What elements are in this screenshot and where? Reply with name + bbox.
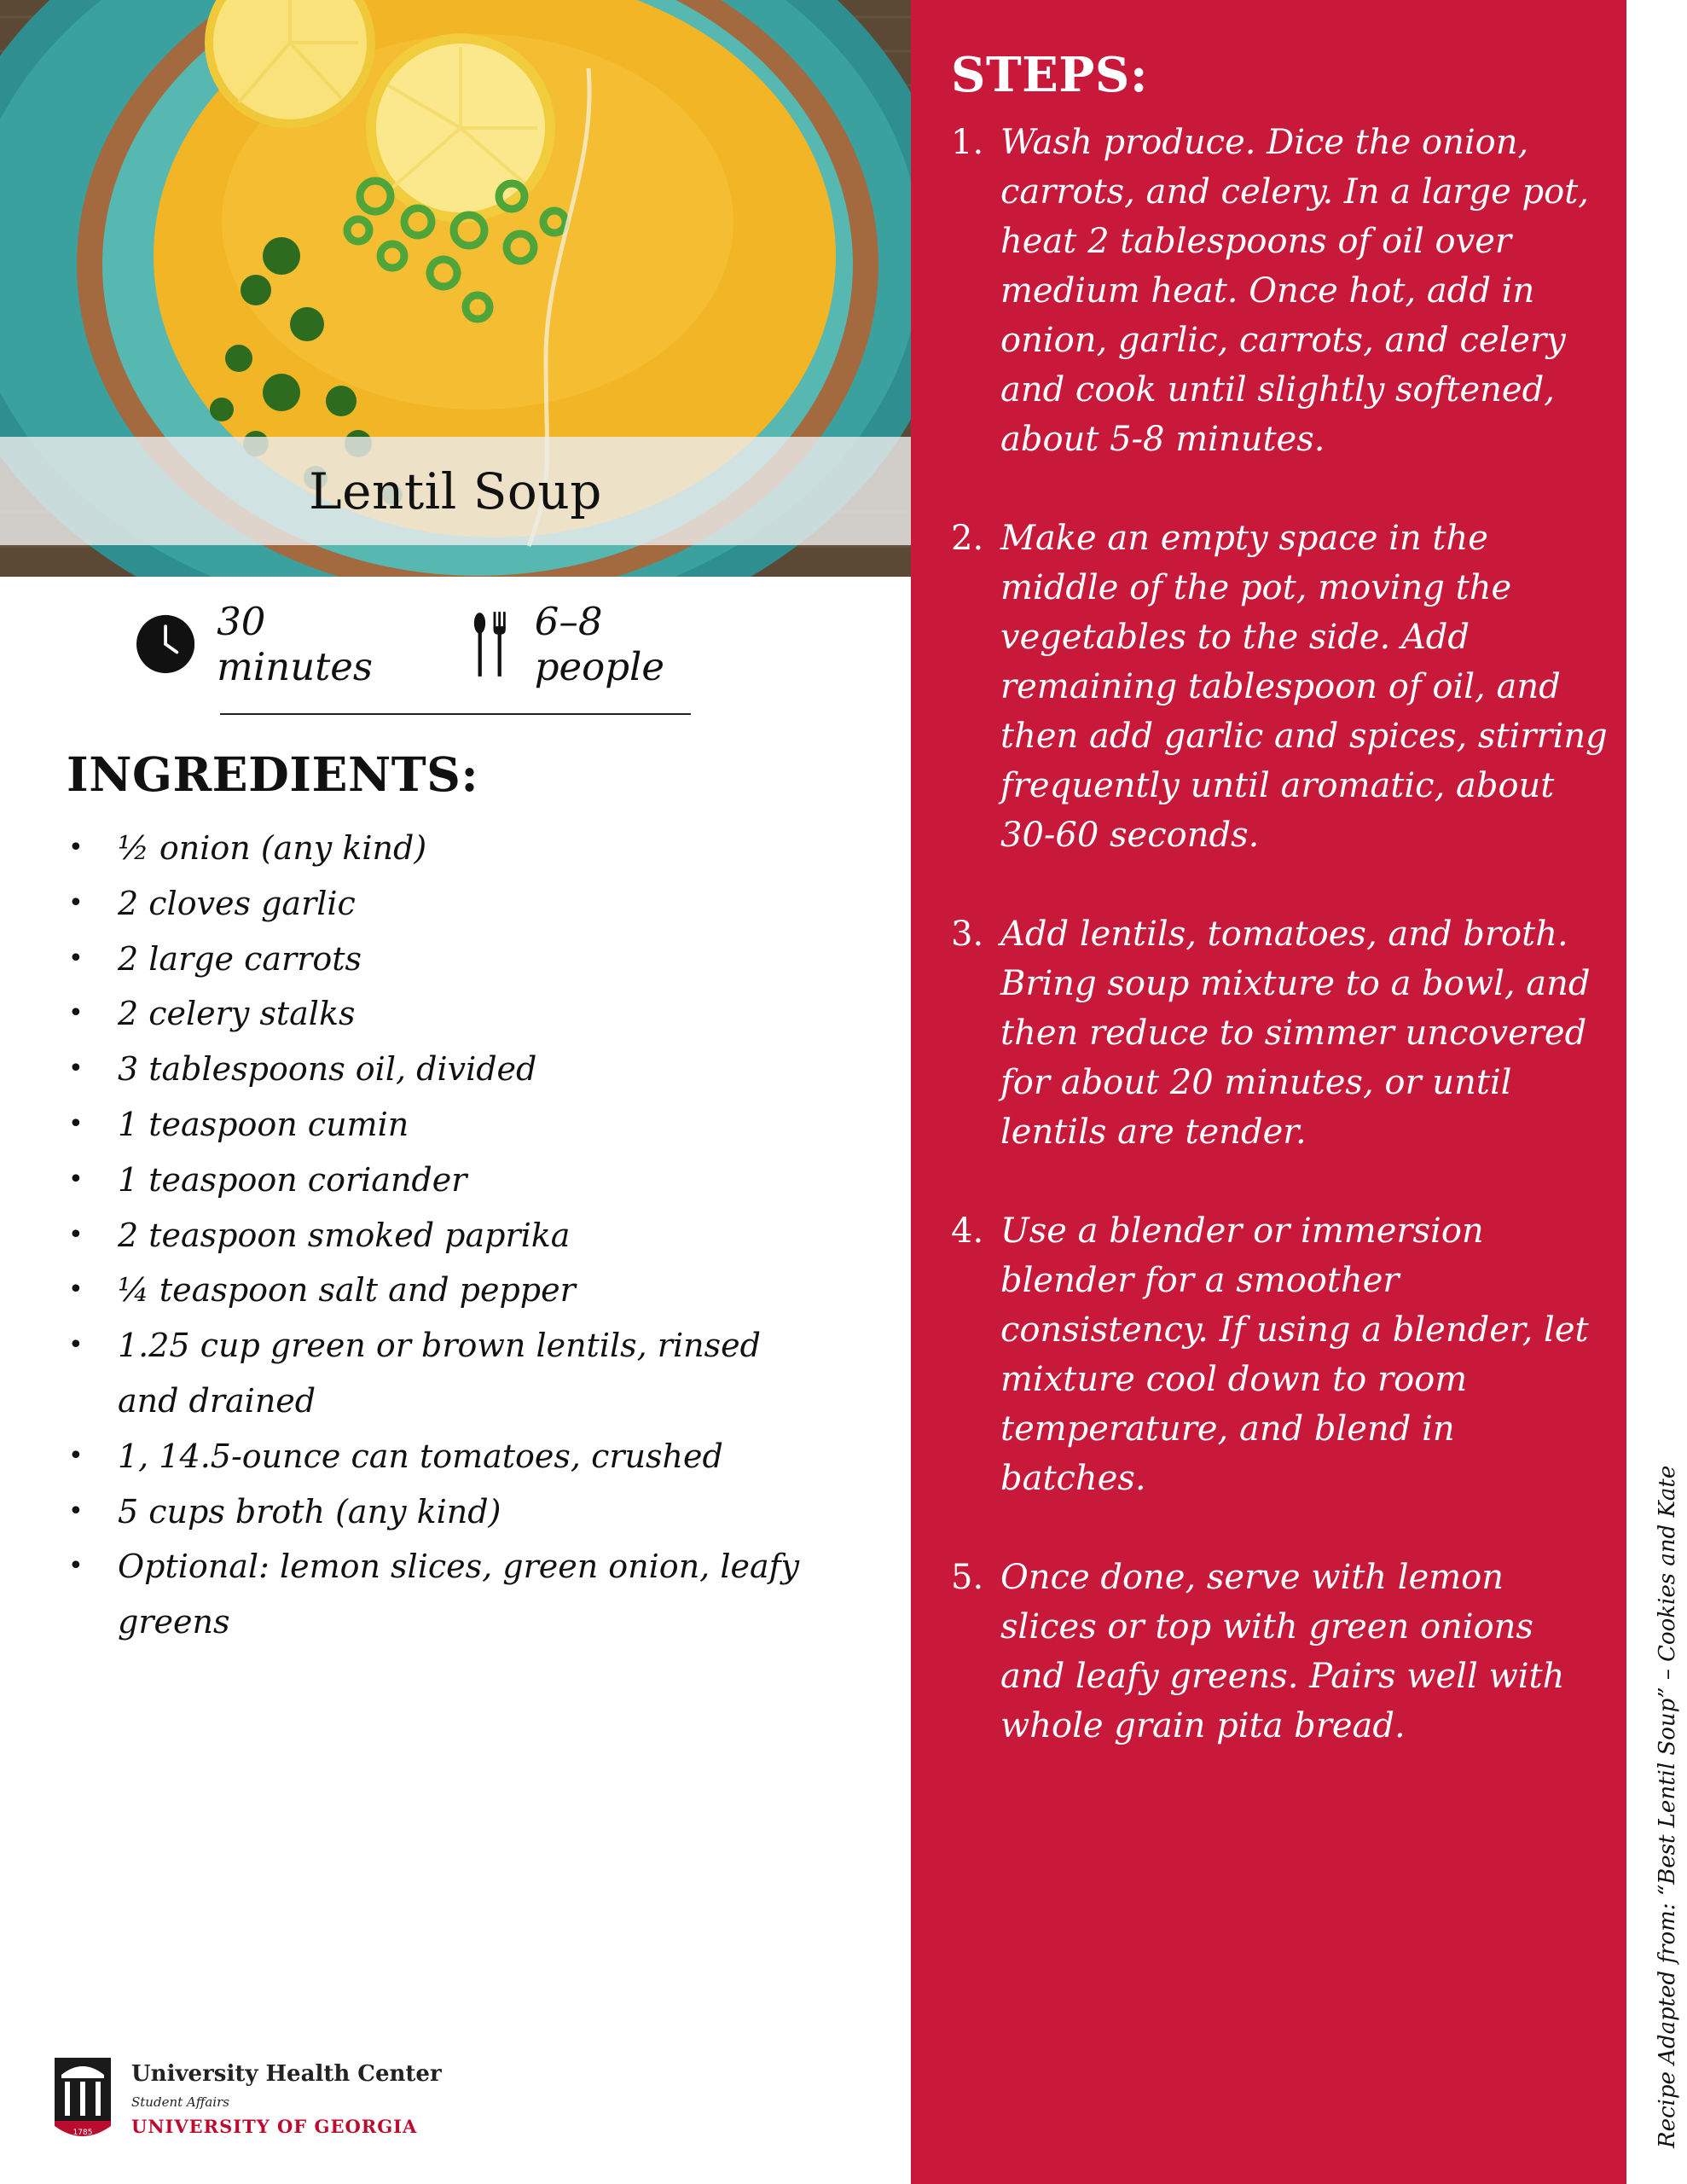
title-band xyxy=(0,437,911,545)
uga-arch-seal-icon xyxy=(53,2056,113,2141)
step-text: Once done, serve with lemon slices or top with green onions and leafy greens. Pairs well with whole grain pita bread. xyxy=(1000,1558,1565,1745)
step-text: Make an empty space in the middle of the pot, moving the vegetables to the side. Add remaining tablespoon of oil, and then add garlic and spices, stirring frequently until aromatic, about 30-60 seconds. xyxy=(1000,519,1608,855)
step-item xyxy=(951,1206,1608,1503)
servings: 6–8 people xyxy=(534,599,665,689)
ingredient-item: • 2 celery stalks xyxy=(67,986,885,1042)
recipe-meta xyxy=(136,599,733,689)
step-item xyxy=(951,1553,1608,1751)
ingredient-item: • Optional: lemon slices, green onion, leafy greens xyxy=(67,1539,885,1650)
step-text: Use a blender or immersion blender for a smoother consistency. If using a blender, let mixture cool down to room temperature, and blend in batches. xyxy=(1000,1211,1589,1498)
ingredient-item: • 2 teaspoon smoked paprika xyxy=(67,1208,885,1263)
lemon-slice-1 xyxy=(209,0,371,124)
university-health-center-logo xyxy=(53,2056,445,2150)
steps-panel xyxy=(911,0,1626,2184)
footer-line-2: Student Affairs xyxy=(131,2094,229,2110)
ingredient-item: • 2 large carrots xyxy=(67,932,885,987)
ingredient-item: • ¼ teaspoon salt and pepper xyxy=(67,1263,885,1318)
ingredient-item: • 1 teaspoon cumin xyxy=(67,1097,885,1153)
ingredient-item: • 1.25 cup green or brown lentils, rinsed and drained xyxy=(67,1318,817,1429)
prep-time: 30 minutes xyxy=(217,599,374,689)
step-number: 4. xyxy=(951,1211,984,1251)
ingredient-item: • 3 tablespoons oil, divided xyxy=(67,1042,885,1097)
step-number: 1. xyxy=(951,123,984,162)
clock-icon xyxy=(136,613,194,675)
fork-knife-icon xyxy=(472,610,507,678)
steps-heading: STEPS: xyxy=(951,47,1149,103)
footer-line-3: UNIVERSITY OF GEORGIA xyxy=(131,2116,418,2137)
recipe-title: Lentil Soup xyxy=(309,462,602,520)
steps-list xyxy=(951,118,1608,1800)
step-number: 5. xyxy=(951,1558,984,1597)
divider xyxy=(220,713,691,715)
ingredients-list xyxy=(67,821,885,1650)
step-number: 3. xyxy=(951,915,984,954)
ingredient-item: • 1 teaspoon coriander xyxy=(67,1153,885,1208)
step-item xyxy=(951,514,1608,860)
seal-year: 1785 xyxy=(72,2129,93,2137)
footer-line-1: University Health Center xyxy=(131,2061,442,2087)
step-item xyxy=(951,909,1608,1157)
ingredient-item: • ½ onion (any kind) xyxy=(67,821,885,876)
step-text: Add lentils, tomatoes, and broth. Bring soup mixture to a bowl, and then reduce to simmer uncovered for about 20 minutes, or until lentils are tender. xyxy=(1000,915,1591,1152)
soup-photo xyxy=(0,0,911,577)
recipe-credit: Recipe Adapted from: “Best Lentil Soup” – Cookies and Kate xyxy=(1655,1465,1680,2148)
step-text: Wash produce. Dice the onion, carrots, and celery. In a large pot, heat 2 tablespoons of oil over medium heat. Once hot, add in onion, garlic, carrots, and celery and cook until slightly softened, about 5-8 minutes. xyxy=(1000,123,1589,459)
ingredient-item: • 5 cups broth (any kind) xyxy=(67,1484,885,1540)
step-item xyxy=(951,118,1608,464)
ingredient-item: • 1, 14.5-ounce can tomatoes, crushed xyxy=(67,1429,885,1484)
step-number: 2. xyxy=(951,519,984,558)
ingredient-item: • 2 cloves garlic xyxy=(67,876,885,932)
ingredients-heading: INGREDIENTS: xyxy=(67,746,479,802)
